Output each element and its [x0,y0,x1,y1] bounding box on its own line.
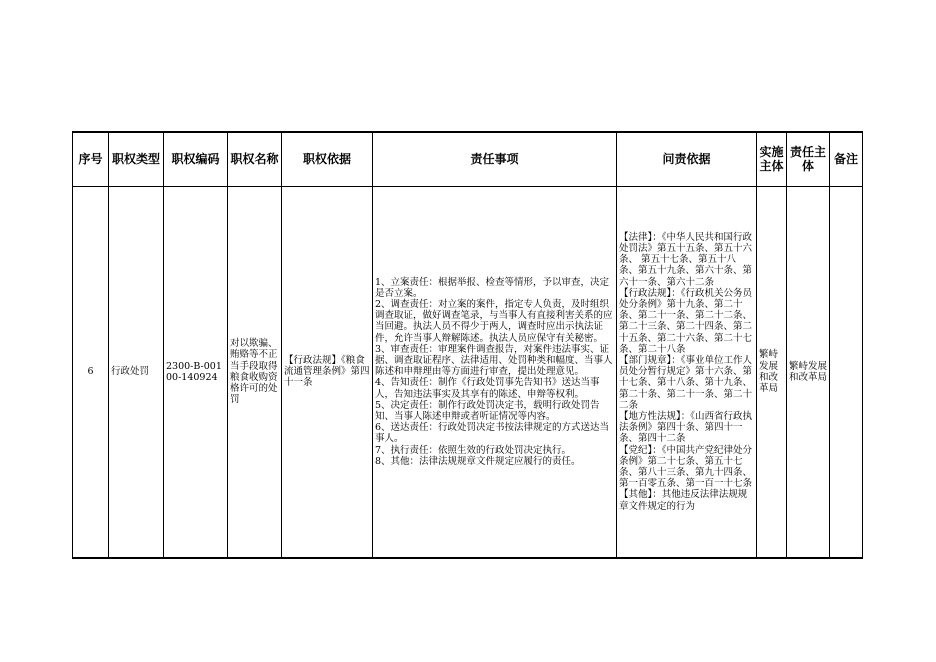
header-code: 职权编码 [164,132,228,186]
cell-duties: 1、立案责任：根据举报、检查等情形，予以审查，决定是否立案。 2、调查责任：对立案的案件，指定专人负责，及时组织调查取证，做好调查笔录，与当事人有直接利害关系的应当回避。执法人员不得少于两人，调查时应出示执法证件，允许当事人辩解陈述。执法人员应保守有关秘密。 3、审查责任：审理案件调查报告，对案件违法事实、证据、调查取证程序、法律适用、处罚种类和幅度、当事人陈述和申辩理由等方面进行审查，提出处理意见。 4、告知责任：制作《行政处罚事先告知书》送达当事人，告知违法事实及其享有的陈述、申辩等权利。 5、决定责任：制作行政处罚决定书，载明行政处罚告知、当事人陈述申辩或者听证情况等内容。 6、送达责任：行政处罚决定书按法律规定的方式送达当事人。 7、执行责任：依照生效的行政处罚决定执行。 8、其他：法律法规规章文件规定应履行的责任。 [373,186,617,558]
cell-accountability: 【法律】：《中华人民共和国行政处罚法》第五十五条、第五十六条、 第五十七条、第五十八条、第五十九条、第六十条、第六十一条、第六十二条 【行政法规】：《行政机关公务员处分条例》第十九条、第二十条、第二十一条、第二十二条、第二十三条、第二十四条、第二十五条、第二十六条、第二十七条、第二十八条 【部门规章】：《事业单位工作人员处分暂行规定》第十六条、第十七条、第十八条、第十九条、第二十条、第二十一条、第二十二条 【地方性法规】：《山西省行政执法条例》第四十条、第四十一条、第四十二条 【党纪】：《中国共产党纪律处分条例》第二十七条、第五十七条、第八十三条、第九十四条、第一百零五条、第一百一十七条 【其他】：其他违反法律法规规章文件规定的行为 [617,186,757,558]
responsibility-table [72,131,863,559]
table-row [73,186,863,558]
header-accountability: 问责依据 [617,132,757,186]
header-row [73,132,863,186]
cell-responsible: 繁峙发展和改革局 [787,186,830,558]
cell-implementer: 繁峙发展和改革局 [757,186,787,558]
header-index: 序号 [73,132,109,186]
cell-index: 6 [73,186,109,558]
cell-name: 对以欺骗、贿赂等不正当手段取得粮食收购资格许可的处罚 [228,186,282,558]
header-name: 职权名称 [228,132,282,186]
header-duties: 责任事项 [373,132,617,186]
header-type: 职权类型 [109,132,164,186]
cell-type: 行政处罚 [109,186,164,558]
header-remarks: 备注 [830,132,863,186]
header-responsible: 责任主体 [787,132,830,186]
header-basis: 职权依据 [282,132,373,186]
header-implementer: 实施主体 [757,132,787,186]
cell-basis: 【行政法规】《粮食流通管理条例》第四十一条 [282,186,373,558]
cell-code: 2300-B-00100-140924 [164,186,228,558]
cell-remarks [830,186,863,558]
